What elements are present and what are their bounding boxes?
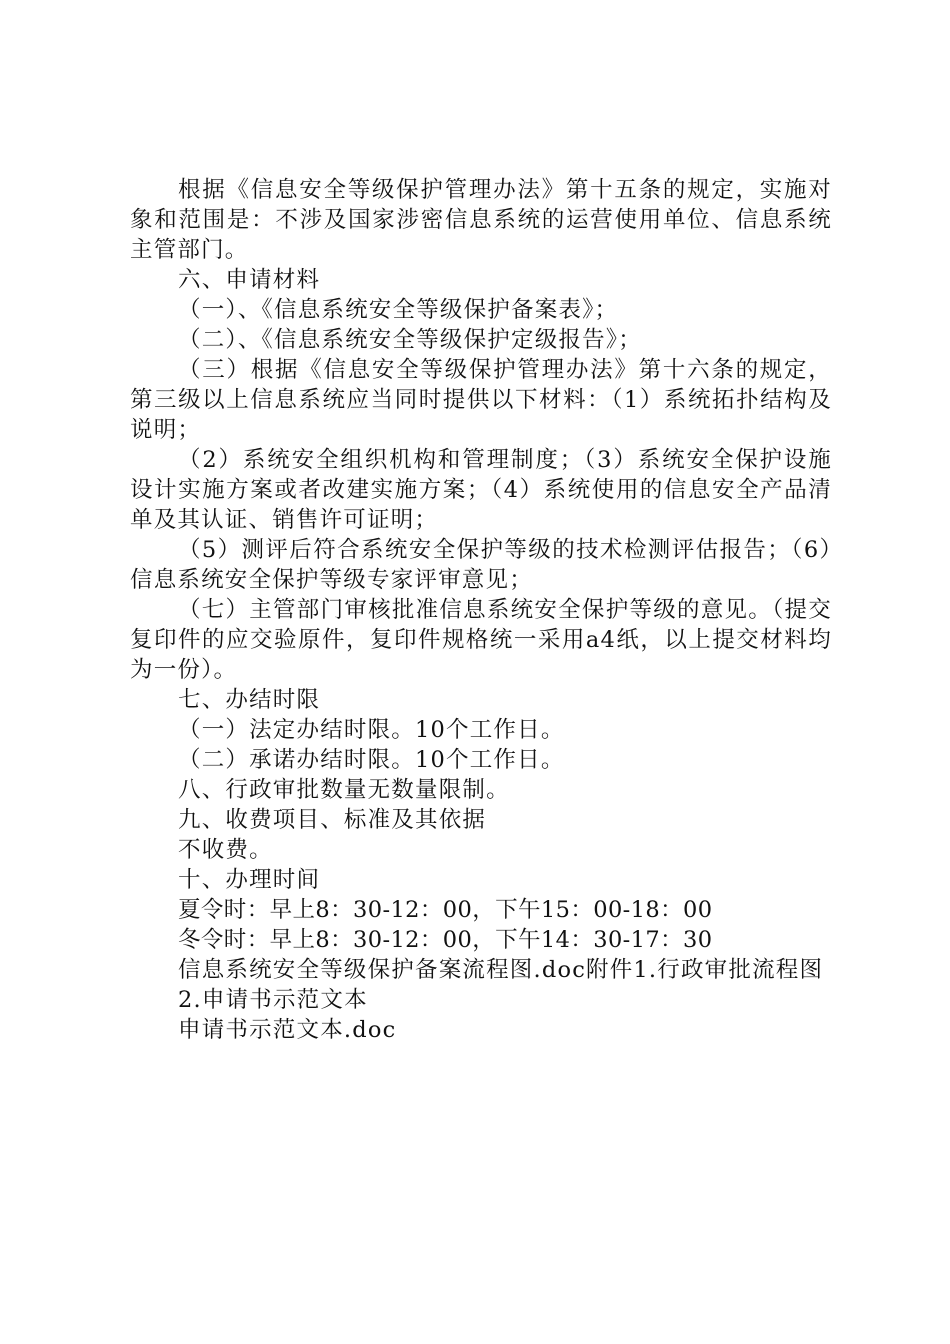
paragraph-material-7: （七）主管部门审核批准信息系统安全保护等级的意见。（提交复印件的应交验原件，复印件规格统一采用a4纸，以上提交材料均为一份）。 (130, 597, 832, 683)
paragraph-attachment-1: 信息系统安全等级保护备案流程图.doc附件1.行政审批流程图 (178, 957, 824, 983)
paragraph-legal-time-limit: （一）法定办结时限。10个工作日。 (178, 717, 565, 743)
paragraph-no-fee: 不收费。 (178, 837, 273, 863)
heading-application-materials: 六、申请材料 (178, 267, 321, 293)
paragraph-material-2: （二）、《信息系统安全等级保护定级报告》； (178, 327, 642, 353)
paragraph-material-3: （三）根据《信息安全等级保护管理办法》第十六条的规定，第三级以上信息系统应当同时提供以下材料：（1）系统拓扑结构及说明； (130, 357, 832, 443)
heading-approval-quantity: 八、行政审批数量无数量限制。 (178, 777, 510, 803)
paragraph-promised-time-limit: （二）承诺办结时限。10个工作日。 (178, 747, 565, 773)
paragraph-material-3-items-5-6: （5）测评后符合系统安全保护等级的技术检测评估报告；（6）信息系统安全保护等级专家评审意见； (130, 537, 832, 593)
paragraph-attachment-2-file: 申请书示范文本.doc (178, 1017, 397, 1043)
paragraph-scope: 根据《信息安全等级保护管理办法》第十五条的规定，实施对象和范围是：不涉及国家涉密信息系统的运营使用单位、信息系统主管部门。 (130, 177, 832, 263)
paragraph-summer-hours: 夏令时：早上8：30-12：00，下午15：00-18：00 (178, 897, 713, 923)
heading-time-limit: 七、办结时限 (178, 687, 321, 713)
paragraph-attachment-2: 2.申请书示范文本 (178, 987, 368, 1013)
heading-office-hours: 十、办理时间 (178, 867, 321, 893)
paragraph-material-1: （一）、《信息系统安全等级保护备案表》； (178, 297, 619, 323)
heading-fees: 九、收费项目、标准及其依据 (178, 807, 487, 833)
document-body (130, 175, 832, 1045)
paragraph-winter-hours: 冬令时：早上8：30-12：00，下午14：30-17：30 (178, 927, 713, 953)
paragraph-material-3-items-2-4: （2）系统安全组织机构和管理制度；（3）系统安全保护设施设计实施方案或者改建实施方案；（4）系统使用的信息安全产品清单及其认证、销售许可证明； (130, 447, 832, 533)
